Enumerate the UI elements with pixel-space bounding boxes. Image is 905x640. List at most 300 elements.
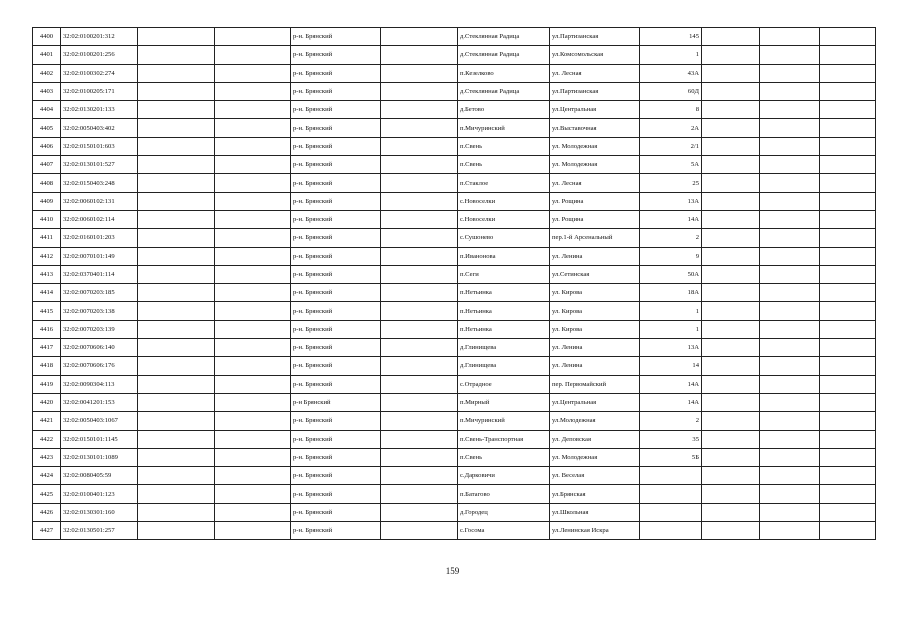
district-cell: р-н. Брянский (291, 192, 381, 210)
empty-cell (381, 101, 458, 119)
cadastral-number-cell: 32:02:0130501:257 (61, 522, 138, 540)
empty-cell (381, 393, 458, 411)
empty-cell (138, 522, 215, 540)
cadastral-number-cell: 32:02:0130101:527 (61, 156, 138, 174)
street-cell: ул.Ленинская Искра (550, 522, 640, 540)
row-number-cell: 4416 (33, 320, 61, 338)
district-cell: р-н. Брянский (291, 229, 381, 247)
district-cell: р-н. Брянский (291, 156, 381, 174)
empty-cell (820, 302, 876, 320)
locality-cell: п.Нетьинка (458, 284, 550, 302)
empty-cell (138, 119, 215, 137)
cadastral-number-cell: 32:02:0070101:149 (61, 247, 138, 265)
empty-cell (760, 247, 820, 265)
row-number-cell: 4417 (33, 339, 61, 357)
empty-cell (381, 430, 458, 448)
empty-cell (138, 229, 215, 247)
empty-cell (215, 119, 291, 137)
empty-cell (138, 375, 215, 393)
empty-cell (820, 28, 876, 46)
street-cell: ул.Брянская (550, 485, 640, 503)
house-number-cell: 35 (640, 430, 702, 448)
cadastral-number-cell: 32:02:0160101:203 (61, 229, 138, 247)
empty-cell (702, 339, 760, 357)
empty-cell (702, 357, 760, 375)
row-number-cell: 4421 (33, 412, 61, 430)
empty-cell (760, 46, 820, 64)
cadastral-number-cell: 32:02:0041201:153 (61, 393, 138, 411)
empty-cell (760, 137, 820, 155)
district-cell: р-н. Брянский (291, 137, 381, 155)
table-row (33, 412, 876, 430)
cadastral-number-cell: 32:02:0070203:138 (61, 302, 138, 320)
empty-cell (820, 119, 876, 137)
empty-cell (760, 119, 820, 137)
empty-cell (820, 430, 876, 448)
empty-cell (381, 46, 458, 64)
table-row (33, 265, 876, 283)
empty-cell (138, 485, 215, 503)
empty-cell (820, 192, 876, 210)
empty-cell (820, 82, 876, 100)
empty-cell (702, 375, 760, 393)
street-cell: ул. Ленина (550, 357, 640, 375)
empty-cell (215, 448, 291, 466)
empty-cell (215, 247, 291, 265)
empty-cell (760, 265, 820, 283)
row-number-cell: 4424 (33, 467, 61, 485)
empty-cell (702, 82, 760, 100)
empty-cell (702, 265, 760, 283)
empty-cell (702, 101, 760, 119)
empty-cell (138, 339, 215, 357)
house-number-cell: 43А (640, 64, 702, 82)
empty-cell (381, 265, 458, 283)
empty-cell (138, 46, 215, 64)
empty-cell (381, 284, 458, 302)
street-cell: ул. Рощина (550, 210, 640, 228)
row-number-cell: 4412 (33, 247, 61, 265)
empty-cell (702, 64, 760, 82)
empty-cell (381, 320, 458, 338)
street-cell: ул. Молодежная (550, 156, 640, 174)
empty-cell (702, 174, 760, 192)
empty-cell (702, 119, 760, 137)
empty-cell (760, 357, 820, 375)
empty-cell (138, 448, 215, 466)
table-row (33, 229, 876, 247)
empty-cell (760, 174, 820, 192)
district-cell: р-н Брянский (291, 393, 381, 411)
empty-cell (820, 339, 876, 357)
district-cell: р-н. Брянский (291, 320, 381, 338)
house-number-cell: 145 (640, 28, 702, 46)
empty-cell (138, 101, 215, 119)
district-cell: р-н. Брянский (291, 357, 381, 375)
empty-cell (760, 302, 820, 320)
district-cell: р-н. Брянский (291, 485, 381, 503)
cadastral-number-cell: 32:02:0070203:139 (61, 320, 138, 338)
house-number-cell: 1 (640, 46, 702, 64)
cadastral-number-cell: 32:02:0100201:256 (61, 46, 138, 64)
empty-cell (760, 320, 820, 338)
empty-cell (215, 522, 291, 540)
table-row (33, 448, 876, 466)
empty-cell (138, 503, 215, 521)
empty-cell (820, 393, 876, 411)
empty-cell (760, 28, 820, 46)
locality-cell: с.Новоселки (458, 210, 550, 228)
row-number-cell: 4422 (33, 430, 61, 448)
house-number-cell: 14А (640, 393, 702, 411)
empty-cell (820, 137, 876, 155)
table-row (33, 137, 876, 155)
district-cell: р-н. Брянский (291, 28, 381, 46)
house-number-cell: 2/1 (640, 137, 702, 155)
empty-cell (702, 137, 760, 155)
district-cell: р-н. Брянский (291, 302, 381, 320)
empty-cell (215, 156, 291, 174)
locality-cell: п.Кезелково (458, 64, 550, 82)
empty-cell (760, 522, 820, 540)
cadastral-number-cell: 32:02:0130201:133 (61, 101, 138, 119)
district-cell: р-н. Брянский (291, 101, 381, 119)
empty-cell (215, 302, 291, 320)
street-cell: ул. Кирова (550, 302, 640, 320)
empty-cell (702, 320, 760, 338)
street-cell: ул. Веселая (550, 467, 640, 485)
table-row (33, 357, 876, 375)
empty-cell (215, 28, 291, 46)
house-number-cell: 14А (640, 210, 702, 228)
table-row (33, 119, 876, 137)
street-cell: ул.Выставочная (550, 119, 640, 137)
empty-cell (215, 467, 291, 485)
street-cell: ул.Центральная (550, 101, 640, 119)
house-number-cell: 1 (640, 302, 702, 320)
empty-cell (215, 393, 291, 411)
table-row (33, 503, 876, 521)
empty-cell (138, 393, 215, 411)
locality-cell: п.Свень-Транспортная (458, 430, 550, 448)
page-number: 159 (445, 566, 460, 576)
row-number-cell: 4402 (33, 64, 61, 82)
table-row (33, 82, 876, 100)
empty-cell (702, 229, 760, 247)
locality-cell: п.Мичуринский (458, 412, 550, 430)
district-cell: р-н. Брянский (291, 339, 381, 357)
empty-cell (820, 448, 876, 466)
empty-cell (702, 302, 760, 320)
street-cell: ул.Комсомольская (550, 46, 640, 64)
locality-cell: с.Сушонево (458, 229, 550, 247)
empty-cell (138, 192, 215, 210)
empty-cell (820, 46, 876, 64)
table-row (33, 247, 876, 265)
empty-cell (381, 229, 458, 247)
row-number-cell: 4414 (33, 284, 61, 302)
locality-cell: с.Дарковичи (458, 467, 550, 485)
locality-cell: д.Стеклянная Радица (458, 28, 550, 46)
cadastral-number-cell: 32:02:0090304:113 (61, 375, 138, 393)
house-number-cell: 50А (640, 265, 702, 283)
empty-cell (381, 503, 458, 521)
table-row (33, 375, 876, 393)
empty-cell (760, 210, 820, 228)
row-number-cell: 4407 (33, 156, 61, 174)
empty-cell (215, 265, 291, 283)
district-cell: р-н. Брянский (291, 64, 381, 82)
locality-cell: д.Глинищева (458, 357, 550, 375)
row-number-cell: 4404 (33, 101, 61, 119)
empty-cell (215, 485, 291, 503)
empty-cell (820, 156, 876, 174)
locality-cell: п.Нетьинка (458, 320, 550, 338)
table-row (33, 64, 876, 82)
empty-cell (702, 485, 760, 503)
empty-cell (820, 64, 876, 82)
street-cell: ул. Лесная (550, 64, 640, 82)
empty-cell (820, 467, 876, 485)
empty-cell (702, 393, 760, 411)
empty-cell (820, 210, 876, 228)
house-number-cell: 60Д (640, 82, 702, 100)
cadastral-number-cell: 32:02:0070606:140 (61, 339, 138, 357)
empty-cell (702, 247, 760, 265)
empty-cell (760, 467, 820, 485)
row-number-cell: 4418 (33, 357, 61, 375)
house-number-cell: 2А (640, 119, 702, 137)
house-number-cell: 13А (640, 192, 702, 210)
district-cell: р-н. Брянский (291, 522, 381, 540)
empty-cell (760, 284, 820, 302)
empty-cell (138, 467, 215, 485)
empty-cell (215, 430, 291, 448)
cadastral-number-cell: 32:02:0150101:603 (61, 137, 138, 155)
house-number-cell: 2 (640, 229, 702, 247)
cadastral-number-cell: 32:02:0370401:114 (61, 265, 138, 283)
empty-cell (702, 156, 760, 174)
empty-cell (760, 82, 820, 100)
empty-cell (760, 101, 820, 119)
empty-cell (381, 192, 458, 210)
row-number-cell: 4427 (33, 522, 61, 540)
house-number-cell: 14 (640, 357, 702, 375)
table-row (33, 430, 876, 448)
empty-cell (820, 174, 876, 192)
empty-cell (381, 174, 458, 192)
cadastral-number-cell: 32:02:0100302:274 (61, 64, 138, 82)
empty-cell (215, 101, 291, 119)
house-number-cell (640, 522, 702, 540)
locality-cell: п.Стаклое (458, 174, 550, 192)
street-cell: ул. Ленина (550, 247, 640, 265)
house-number-cell (640, 467, 702, 485)
empty-cell (138, 430, 215, 448)
empty-cell (820, 503, 876, 521)
empty-cell (138, 302, 215, 320)
empty-cell (381, 137, 458, 155)
empty-cell (215, 174, 291, 192)
empty-cell (381, 156, 458, 174)
street-cell: ул.Молодежная (550, 412, 640, 430)
cadastral-number-cell: 32:02:0100401:123 (61, 485, 138, 503)
empty-cell (138, 265, 215, 283)
empty-cell (215, 503, 291, 521)
empty-cell (820, 229, 876, 247)
empty-cell (381, 64, 458, 82)
empty-cell (820, 375, 876, 393)
cadastral-number-cell: 32:02:0130101:1089 (61, 448, 138, 466)
house-number-cell: 25 (640, 174, 702, 192)
empty-cell (138, 210, 215, 228)
district-cell: р-н. Брянский (291, 467, 381, 485)
empty-cell (381, 247, 458, 265)
locality-cell: с.Отрадное (458, 375, 550, 393)
row-number-cell: 4403 (33, 82, 61, 100)
district-cell: р-н. Брянский (291, 284, 381, 302)
street-cell: ул.Партизанская (550, 82, 640, 100)
street-cell: ул.Школьная (550, 503, 640, 521)
row-number-cell: 4405 (33, 119, 61, 137)
locality-cell: с.Госома (458, 522, 550, 540)
row-number-cell: 4415 (33, 302, 61, 320)
empty-cell (820, 284, 876, 302)
table-row (33, 522, 876, 540)
empty-cell (381, 448, 458, 466)
empty-cell (760, 192, 820, 210)
empty-cell (381, 210, 458, 228)
table-row (33, 302, 876, 320)
table-row (33, 46, 876, 64)
locality-cell: п.Свень (458, 137, 550, 155)
empty-cell (138, 174, 215, 192)
row-number-cell: 4411 (33, 229, 61, 247)
row-number-cell: 4425 (33, 485, 61, 503)
empty-cell (760, 339, 820, 357)
cadastral-number-cell: 32:02:0060102:114 (61, 210, 138, 228)
row-number-cell: 4419 (33, 375, 61, 393)
street-cell: ул. Лесная (550, 174, 640, 192)
empty-cell (702, 284, 760, 302)
empty-cell (381, 119, 458, 137)
empty-cell (138, 28, 215, 46)
empty-cell (820, 357, 876, 375)
empty-cell (702, 467, 760, 485)
cadastral-number-cell: 32:02:0150403:248 (61, 174, 138, 192)
cadastral-number-cell: 32:02:0130301:160 (61, 503, 138, 521)
empty-cell (138, 137, 215, 155)
locality-cell: п.Свень (458, 156, 550, 174)
street-cell: ул. Молодежная (550, 448, 640, 466)
locality-cell: п.Нетьинка (458, 302, 550, 320)
cadastral-number-cell: 32:02:0080405:59 (61, 467, 138, 485)
empty-cell (702, 448, 760, 466)
empty-cell (760, 156, 820, 174)
row-number-cell: 4410 (33, 210, 61, 228)
house-number-cell: 13А (640, 339, 702, 357)
table-row (33, 101, 876, 119)
house-number-cell: 9 (640, 247, 702, 265)
empty-cell (760, 430, 820, 448)
empty-cell (215, 320, 291, 338)
empty-cell (702, 503, 760, 521)
district-cell: р-н. Брянский (291, 247, 381, 265)
street-cell: пер.1-й Арсенальный (550, 229, 640, 247)
empty-cell (381, 522, 458, 540)
cadastral-number-cell: 32:02:0070203:185 (61, 284, 138, 302)
district-cell: р-н. Брянский (291, 210, 381, 228)
empty-cell (215, 64, 291, 82)
empty-cell (702, 46, 760, 64)
district-cell: р-н. Брянский (291, 375, 381, 393)
empty-cell (138, 357, 215, 375)
table-row (33, 210, 876, 228)
empty-cell (820, 412, 876, 430)
house-number-cell: 5Б (640, 448, 702, 466)
row-number-cell: 4400 (33, 28, 61, 46)
empty-cell (215, 46, 291, 64)
empty-cell (381, 467, 458, 485)
empty-cell (138, 412, 215, 430)
locality-cell: п.Иванонова (458, 247, 550, 265)
locality-cell: д.Городец (458, 503, 550, 521)
empty-cell (138, 82, 215, 100)
empty-cell (381, 412, 458, 430)
empty-cell (215, 357, 291, 375)
house-number-cell: 18А (640, 284, 702, 302)
house-number-cell: 2 (640, 412, 702, 430)
empty-cell (138, 284, 215, 302)
empty-cell (820, 247, 876, 265)
row-number-cell: 4423 (33, 448, 61, 466)
street-cell: ул. Ленина (550, 339, 640, 357)
cadastral-number-cell: 32:02:0100205:171 (61, 82, 138, 100)
empty-cell (215, 339, 291, 357)
empty-cell (820, 101, 876, 119)
table-body (33, 28, 876, 540)
empty-cell (702, 28, 760, 46)
empty-cell (215, 210, 291, 228)
empty-cell (138, 64, 215, 82)
street-cell: ул. Деповская (550, 430, 640, 448)
cadastral-number-cell: 32:02:0100201:312 (61, 28, 138, 46)
locality-cell: д.Бетово (458, 101, 550, 119)
locality-cell: п.Свень (458, 448, 550, 466)
empty-cell (820, 265, 876, 283)
house-number-cell: 1 (640, 320, 702, 338)
empty-cell (760, 393, 820, 411)
locality-cell: д.Глинищева (458, 339, 550, 357)
empty-cell (760, 64, 820, 82)
empty-cell (381, 357, 458, 375)
empty-cell (215, 229, 291, 247)
house-number-cell (640, 485, 702, 503)
row-number-cell: 4401 (33, 46, 61, 64)
empty-cell (760, 448, 820, 466)
table-row (33, 28, 876, 46)
table-row (33, 393, 876, 411)
empty-cell (820, 485, 876, 503)
locality-cell: д.Стеклянная Радица (458, 46, 550, 64)
table-row (33, 174, 876, 192)
table-row (33, 320, 876, 338)
empty-cell (381, 375, 458, 393)
locality-cell: п.Мирный (458, 393, 550, 411)
empty-cell (820, 320, 876, 338)
table-row (33, 339, 876, 357)
empty-cell (215, 412, 291, 430)
